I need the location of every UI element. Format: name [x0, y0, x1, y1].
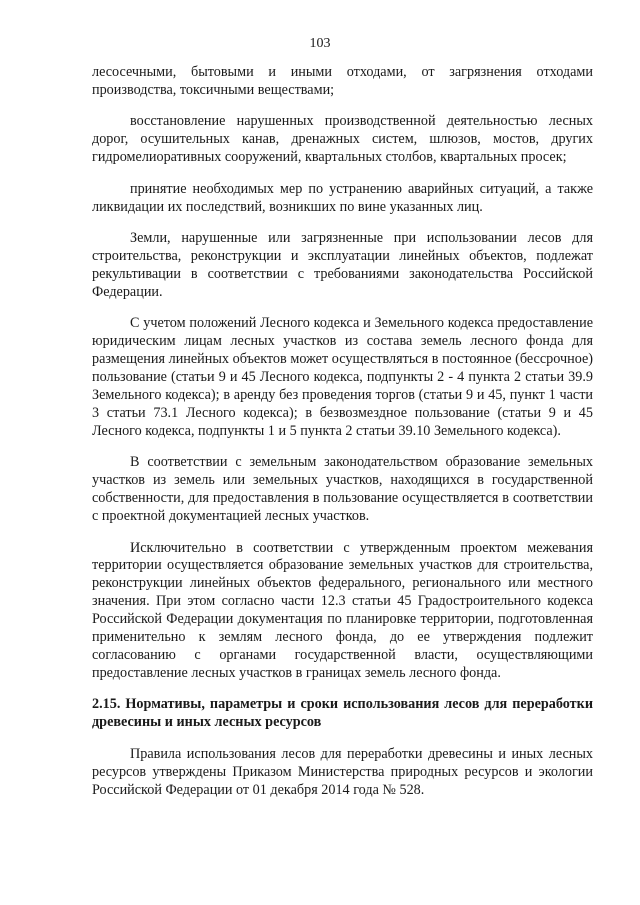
paragraph-processing-rules: Правила использования лесов для переработки древесины и иных лесных ресурсов утверждены Приказом Министерства природных ресурсов и экологии Российской Федерации от 01 декабря 2014 года № 528. [92, 745, 593, 798]
paragraph-recultivation: Земли, нарушенные или загрязненные при использовании лесов для строительства, реконструкции и эксплуатации линейных объектов, подлежат рекультивации в соответствии с требованиями законодательства Российской Федерации. [92, 230, 593, 300]
paragraph-survey-project: Исключительно в соответствии с утвержденным проектом межевания территории осуществляется образование земельных участков для строительства, реконструкции линейных объектов федерального, регионального или местного значения. При этом согласно части 12.3 статьи 45 Градостроительного кодекса Российской Федерации документация по планировке территории, подготовленная применительно к землям лесного фонда, до ее утверждения подлежит согласованию с органами государственной власти, осуществляющими предоставление лесных участков в границах земель лесного фонда. [92, 539, 593, 681]
paragraph-land-provision: С учетом положений Лесного кодекса и Земельного кодекса предоставление юридическим лицам лесных участков из состава земель лесного фонда для размещения линейных объектов может осуществляться в постоянное (бессрочное) пользование (статьи 9 и 45 Лесного кодекса, подпункты 2 - 4 пункта 2 статьи 39.9 Земельного кодекса); в аренду без проведения торгов (статьи 9 и 45, пункт 1 части 3 статьи 73.1 Лесного кодекса); в безвозмездное пользование (статьи 9 и 45 Лесного кодекса, подпункты 1 и 5 пункта 2 статьи 39.10 Земельного кодекса). [92, 315, 593, 439]
section-heading-2-15: 2.15. Нормативы, параметры и сроки использования лесов для переработки древесины и иных лесных ресурсов [92, 696, 593, 731]
paragraph-emergency-measures: принятие необходимых мер по устранению аварийных ситуаций, а также ликвидации их последствий, возникших по вине указанных лиц. [92, 180, 593, 215]
page-content [92, 64, 593, 799]
paragraph-waste-protection: лесосечными, бытовыми и иными отходами, от загрязнения отходами производства, токсичными веществами; [92, 64, 593, 98]
paragraph-land-formation: В соответствии с земельным законодательством образование земельных участков из земель или земельных участков, находящихся в государственной собственности, для предоставления в пользование осуществляется в соответствии с проектной документацией лесных участков. [92, 454, 593, 524]
page-number: 103 [309, 36, 331, 51]
paragraph-restoration: восстановление нарушенных производственной деятельностью лесных дорог, осушительных канав, дренажных систем, шлюзов, мостов, других гидромелиоративных сооружений, квартальных столбов, квартальных просек; [92, 113, 593, 166]
